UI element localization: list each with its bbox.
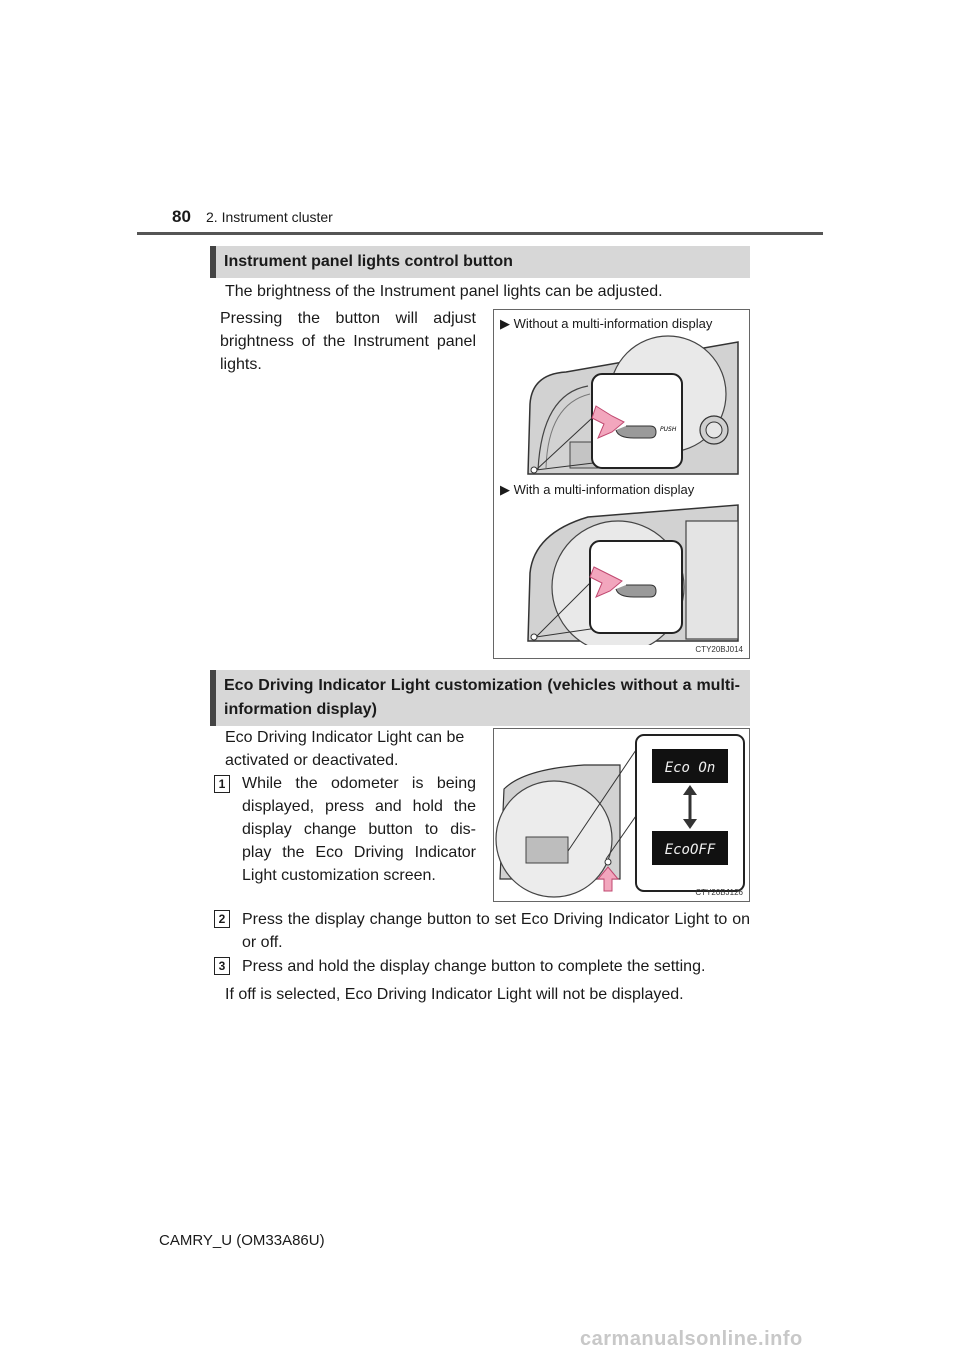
section-heading-panel-lights: Instrument panel lights control button — [210, 246, 750, 278]
section2-intro: Eco Driving Indicator Light can be activated or deactivated. — [225, 729, 465, 769]
figure-code: CTY20BJ014 — [695, 645, 743, 654]
figure-label-with-mid: ▶ With a multi-information display — [500, 482, 695, 497]
step-number-1: 1 — [214, 775, 230, 793]
chapter-title: 2. Instrument cluster — [206, 209, 333, 225]
cluster-illustration-with-mid — [518, 503, 740, 645]
figure-label-without-mid: ▶ Without a multi-information display — [500, 316, 713, 331]
section2-note: If off is selected, Eco Driving Indicator Light will not be displayed. — [225, 986, 684, 1003]
step-1-text: While the odometer is being displayed, press and hold the display change button to dis- play the Eco Driving Indicator Light customization screen. — [242, 775, 476, 884]
footer-model-code: CAMRY_U (OM33A86U) — [159, 1232, 325, 1249]
watermark: carmanualsonline.info — [580, 1328, 803, 1350]
step-number-3: 3 — [214, 957, 230, 975]
triangle-bullet-icon: ▶ — [500, 316, 510, 331]
step-3-text: Press and hold the display change button to complete the setting. — [242, 958, 706, 975]
section-heading-eco-indicator: Eco Driving Indicator Light customization (vehicles without a multi-information display) — [210, 670, 750, 726]
header-divider — [137, 232, 823, 235]
display-eco-off: EcoOFF — [664, 842, 716, 858]
page-number: 80 — [172, 207, 191, 226]
svg-text:PUSH: PUSH — [660, 426, 677, 433]
figure-eco-customization — [493, 728, 750, 902]
cluster-illustration-eco — [494, 729, 749, 901]
triangle-bullet-icon: ▶ — [500, 482, 510, 497]
step-number-2: 2 — [214, 910, 230, 928]
cluster-illustration-without-mid — [518, 334, 740, 480]
step-2-text: Press the display change button to set Eco Driving Indicator Light to on or off. — [242, 911, 750, 951]
section1-body: Pressing the button will adjust brightness of the Instrument panel lights. — [220, 310, 476, 373]
section1-intro: The brightness of the Instrument panel lights can be adjusted. — [225, 283, 663, 300]
figure-panel-light-button — [493, 309, 750, 659]
figure-code: CTY20BJ126 — [695, 888, 743, 897]
display-eco-on: Eco On — [664, 760, 716, 776]
